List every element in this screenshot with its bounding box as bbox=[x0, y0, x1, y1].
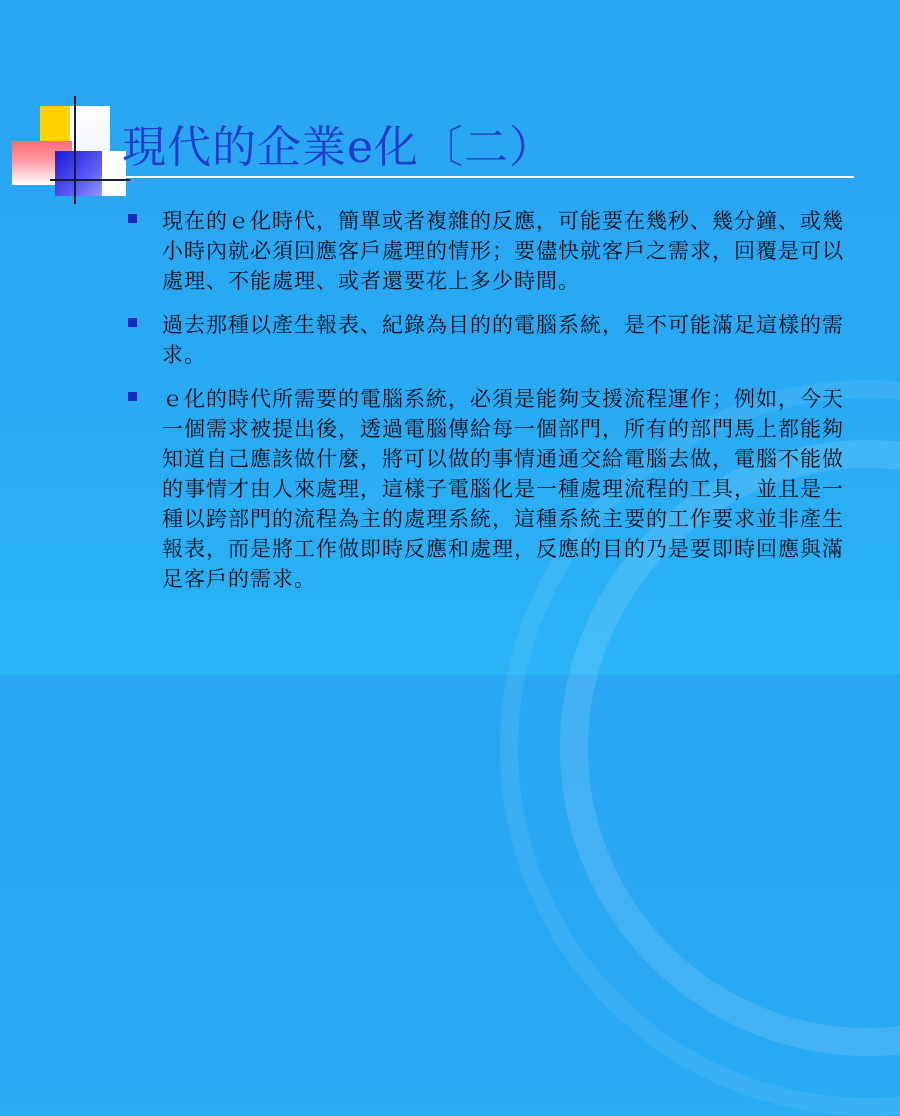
slide-title: 現代的企業e化〔二） bbox=[122, 122, 555, 173]
bullet-item bbox=[124, 310, 864, 370]
bullet-text: 現在的ｅ化時代，簡單或者複雜的反應，可能要在幾秒、幾分鐘、或幾小時內就必須回應客戶處理的情形；要儘快就客戶之需求，回覆是可以處理、不能處理、或者還要花上多少時間。 bbox=[162, 209, 844, 293]
decorative-logo-blocks bbox=[10, 96, 130, 206]
blue-block bbox=[55, 151, 105, 196]
vertical-line bbox=[74, 96, 76, 204]
bullet-item bbox=[124, 206, 864, 296]
square-bullet-icon bbox=[128, 318, 137, 327]
bullet-item bbox=[124, 384, 864, 594]
square-bullet-icon bbox=[128, 214, 137, 223]
bullet-text: 過去那種以產生報表、紀錄為目的的電腦系統，是不可能滿足這樣的需求。 bbox=[162, 313, 844, 367]
horizontal-line bbox=[50, 179, 130, 181]
square-bullet-icon bbox=[128, 392, 137, 401]
white-block bbox=[70, 106, 110, 156]
title-underline bbox=[118, 176, 854, 178]
bullet-list bbox=[124, 206, 864, 608]
bullet-text: ｅ化的時代所需要的電腦系統，必須是能夠支援流程運作；例如，今天一個需求被提出後，透過電腦傳給每一個部門，所有的部門馬上都能夠知道自己應該做什麼，將可以做的事情通通交給電腦去做，電腦不能做的事情才由人來處理，這樣子電腦化是一種處理流程的工具，並且是一種以跨部門的流程為主的處理系統，這種系統主要的工作要求並非產生報表，而是將工作做即時反應和處理，反應的目的乃是要即時回應與滿足客戶的需求。 bbox=[162, 387, 844, 591]
